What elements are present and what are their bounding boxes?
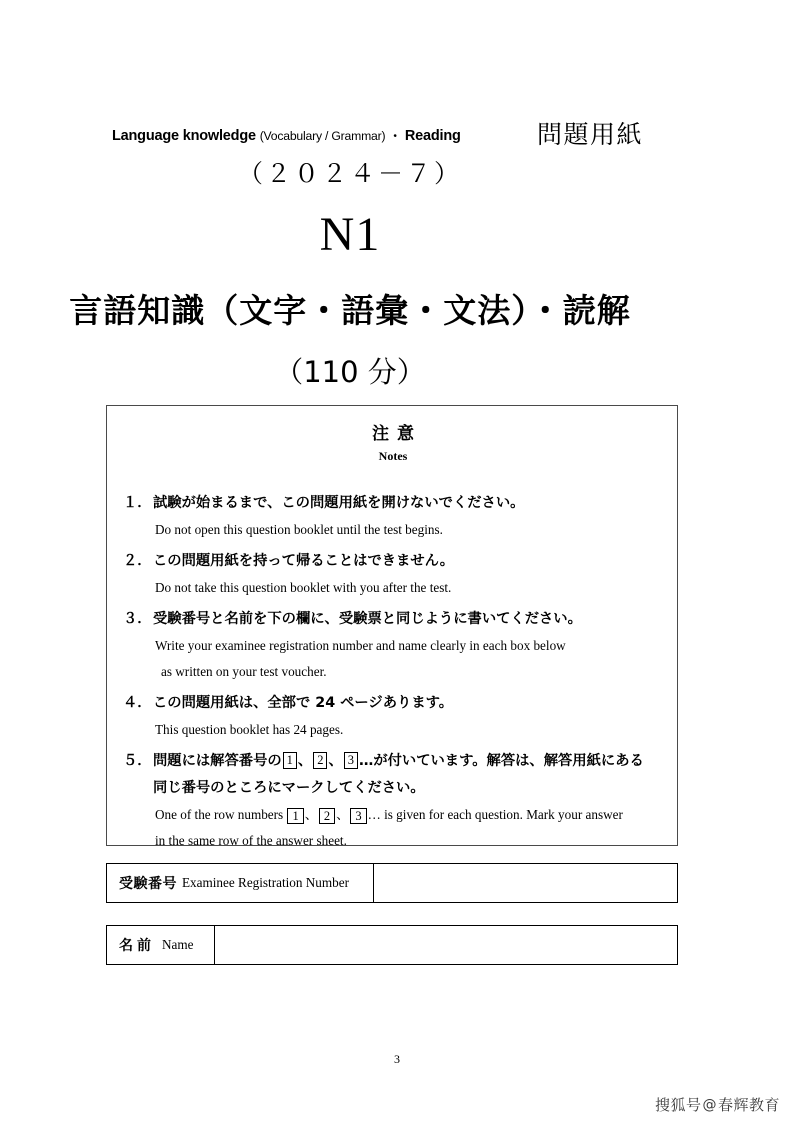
note-item-2 [107,548,679,601]
note-5-number: ５． [123,753,152,769]
note-4-number: ４． [123,695,152,711]
note-5-english-line-2: in the same row of the answer sheet. [155,833,347,848]
note-5-japanese-line-1 [117,748,679,775]
answer-number-box-en-3: 3 [350,808,366,824]
answer-number-box-1: 1 [283,752,297,769]
note-1-number: １． [123,495,152,511]
note-3-japanese [117,606,679,633]
registration-number-label [107,864,374,902]
note-2-number: ２． [123,553,152,569]
note-item-5 [107,748,679,854]
page-number: 3 [394,1052,400,1066]
note-5-english-part-1: One of the row numbers [155,807,284,822]
header [0,120,794,156]
watermark-at-icon: @ [702,1096,717,1113]
name-input[interactable] [215,926,677,964]
answer-number-box-2: 2 [313,752,327,769]
registration-number-label-english: Examinee Registration Number [182,875,349,890]
note-2-english: Do not take this question booklet with you after the test. [155,580,452,595]
note-4-japanese [117,690,679,717]
watermark-account-name: 春辉教育 [717,1096,780,1114]
header-vocabulary-grammar: (Vocabulary / Grammar) [259,129,386,143]
header-english-subject [112,126,461,146]
note-3-english-line-2: as written on your test voucher. [161,664,327,679]
note-5-english-separator-2: 、 [336,807,350,822]
notes-heading-english: Notes [378,449,408,463]
note-item-3 [107,606,679,685]
exam-session-year: （２０２４－７） [237,161,462,188]
note-5-japanese-part-2: …が付いています。解答は、解答用紙にある [359,753,644,769]
registration-number-input[interactable] [374,864,677,902]
note-2-japanese [117,548,679,575]
watermark-platform: 搜狐号 [654,1096,702,1114]
answer-number-box-en-2: 2 [319,808,335,824]
exam-level: N1 [319,208,381,261]
notes-box [106,405,678,846]
note-5-japanese-part-1: 問題には解答番号の [153,753,282,769]
exam-duration: （110 分） [274,355,426,389]
notes-heading-japanese: 注意 [372,424,422,444]
registration-number-field-box [106,863,678,903]
note-4-english: This question booklet has 24 pages. [155,722,344,737]
name-label-japanese: 名前 [119,938,155,954]
note-3-japanese-text: 受験番号と名前を下の欄に、受験票と同じように書いてください。 [153,611,582,627]
name-label-english: Name [162,937,194,952]
note-5-english-separator-1: 、 [304,807,318,822]
note-5-separator-2: 、 [328,753,343,769]
note-5-japanese-line-2: 同じ番号のところにマークしてください。 [153,780,425,796]
note-4-japanese-text: この問題用紙は、全部で 24 ページあります。 [153,695,454,711]
note-3-number: ３． [123,611,152,627]
name-label [107,926,215,964]
header-reading: Reading [404,128,461,144]
watermark [655,1094,780,1115]
page-title: 言語知識（文字・語彙・文法）・読解 [69,291,631,330]
notes-list [107,490,679,854]
note-1-japanese [117,490,679,517]
note-2-japanese-text: この問題用紙を持って帰ることはできません。 [153,553,455,569]
note-1-english: Do not open this question booklet until the test begins. [155,522,443,537]
answer-number-box-3: 3 [344,752,358,769]
header-separator-dot: ・ [389,129,401,143]
booklet-label-japanese: 問題用紙 [537,120,644,149]
note-5-english-line-1 [117,802,679,828]
note-5-english-part-2: … is given for each question. Mark your answer [367,807,623,822]
note-item-1 [107,490,679,543]
header-language-knowledge: Language knowledge [112,128,256,144]
note-1-japanese-text: 試験が始まるまで、この問題用紙を開けないでください。 [153,495,525,511]
note-5-separator-1: 、 [297,753,313,769]
note-3-english-line-1: Write your examinee registration number and name clearly in each box below [155,638,566,653]
name-field-box [106,925,678,965]
registration-number-label-japanese: 受験番号 [119,876,177,892]
note-item-4 [107,690,679,743]
answer-number-box-en-1: 1 [287,808,303,824]
